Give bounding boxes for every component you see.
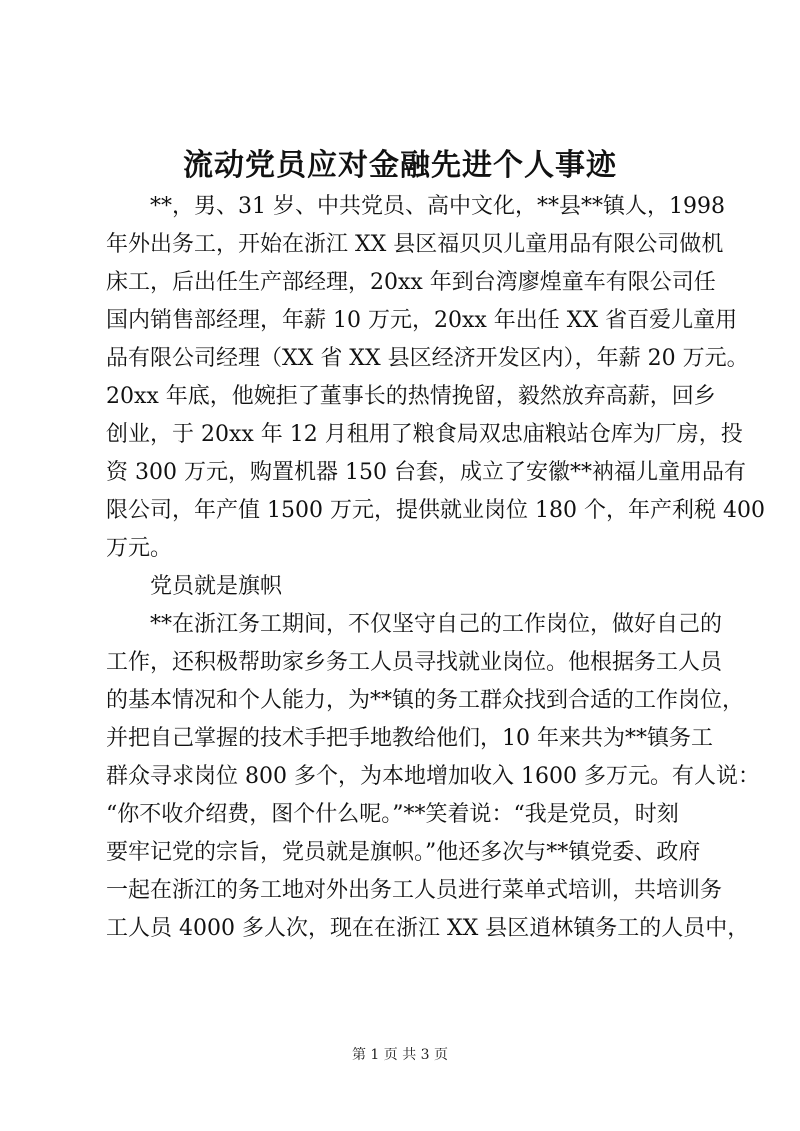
section-heading: 党员就是旗帜: [150, 574, 283, 599]
body-line: 资 300 万元，购置机器 150 台套，成立了安徽**衲福儿童用品有: [106, 460, 746, 485]
document-title: 流动党员应对金融先进个人事迹: [183, 148, 617, 183]
body-line: 20xx 年底，他婉拒了董事长的热情挽留，毅然放弃高薪，回乡: [106, 384, 716, 409]
body-line: 年外出务工，开始在浙江 XX 县区福贝贝儿童用品有限公司做机: [106, 232, 724, 257]
body-line: 工作，还积极帮助家乡务工人员寻找就业岗位。他根据务工人员: [106, 650, 723, 675]
body-line: 创业，于 20xx 年 12 月租用了粮食局双忠庙粮站仓库为厂房，投: [106, 422, 743, 447]
page-footer: 第 1 页 共 3 页: [351, 1047, 449, 1063]
body-line: 一起在浙江的务工地对外出务工人员进行菜单式培训，共培训务: [106, 878, 723, 903]
body-line: 限公司，年产值 1500 万元，提供就业岗位 180 个，年产利税 400: [106, 498, 765, 523]
body-line: 国内销售部经理，年薪 10 万元，20xx 年出任 XX 省百爱儿童用: [106, 308, 738, 333]
body-line: **在浙江务工期间，不仅坚守自己的工作岗位，做好自己的: [150, 612, 723, 637]
body-line: 要牢记党的宗旨，党员就是旗帜。”他还多次与**镇党委、政府: [106, 840, 701, 865]
body-line: 群众寻求岗位 800 多个，为本地增加收入 1600 多万元。有人说：: [106, 764, 760, 789]
body-line: 品有限公司经理（XX 省 XX 县区经济开发区内），年薪 20 万元。: [106, 346, 749, 371]
body-line: 的基本情况和个人能力，为**镇的务工群众找到合适的工作岗位，: [106, 688, 745, 713]
body-line: “你不收介绍费，图个什么呢。”**笑着说：“我是党员，时刻: [106, 802, 679, 827]
body-line: 工人员 4000 多人次，现在在浙江 XX 县区逍林镇务工的人员中，: [106, 916, 750, 941]
body-line: 万元。: [106, 536, 173, 561]
body-line: 并把自己掌握的技术手把手地教给他们，10 年来共为**镇务工: [106, 726, 713, 751]
body-line: 床工，后出任生产部经理，20xx 年到台湾廖煌童车有限公司任: [106, 270, 716, 295]
body-line: **，男、31 岁、中共党员、高中文化，**县**镇人，1998: [150, 194, 725, 219]
